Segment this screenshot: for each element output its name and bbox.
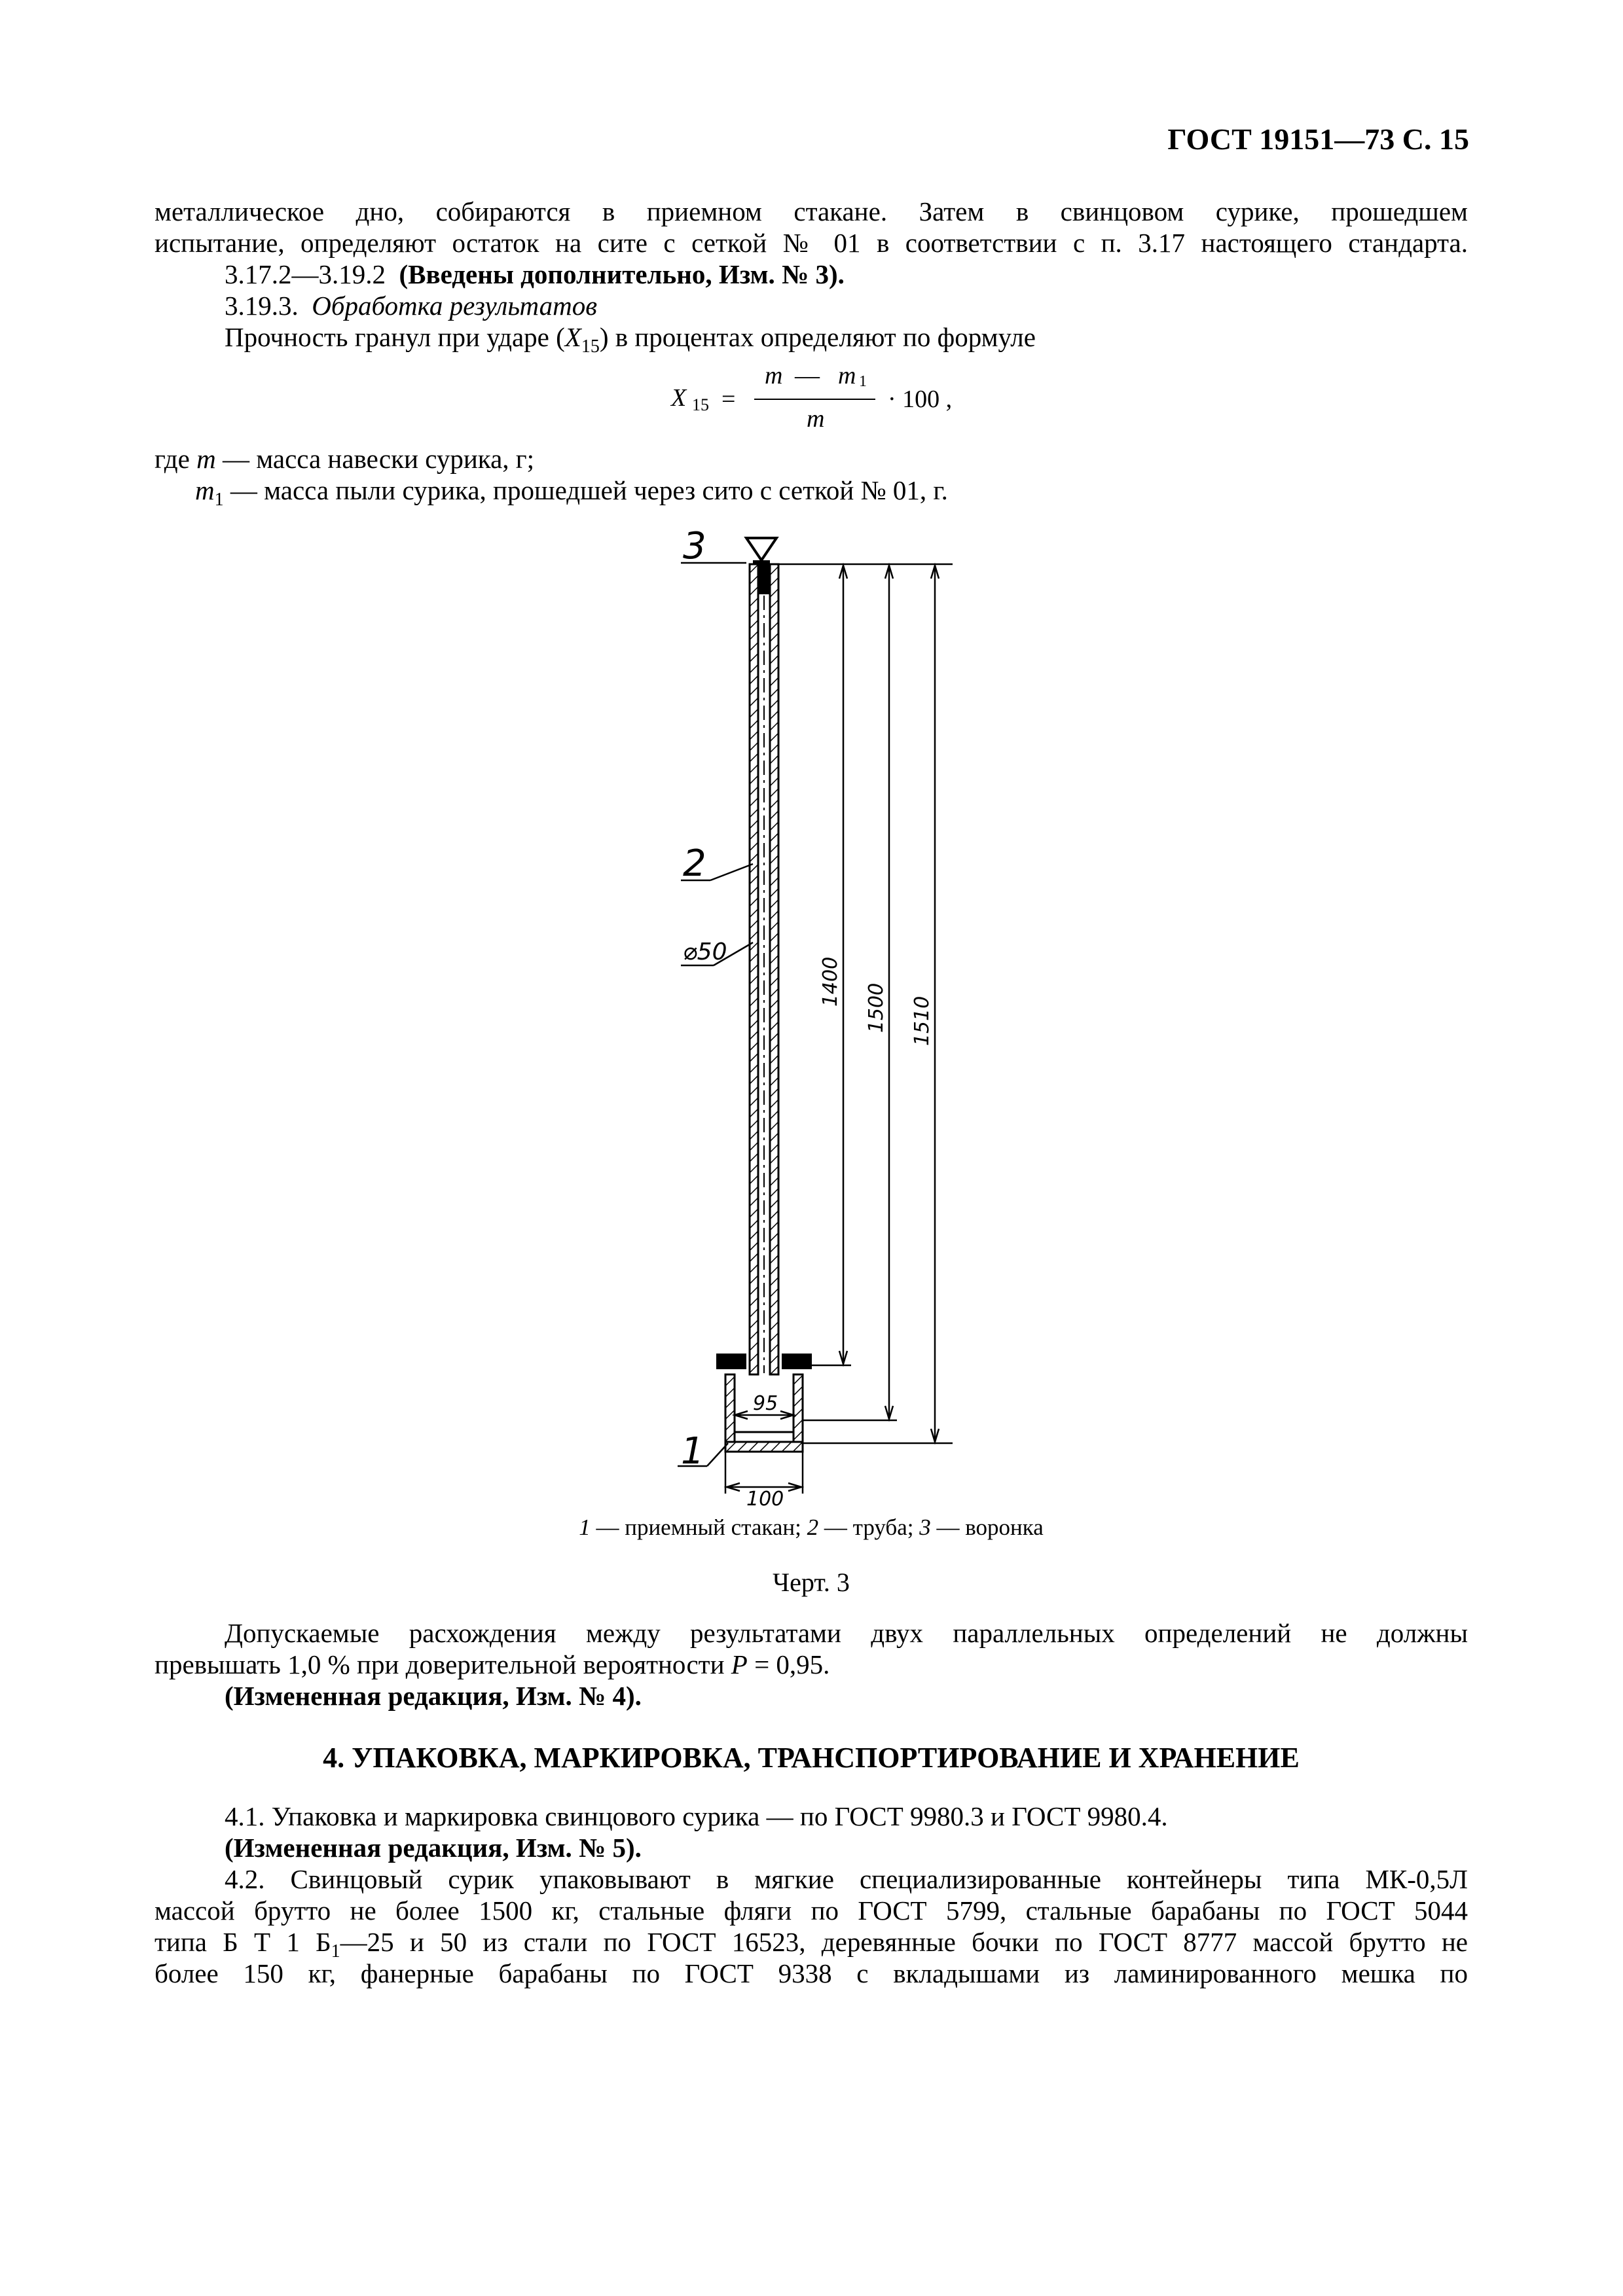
formula-equals: = xyxy=(721,386,736,413)
caption-num: 2 xyxy=(807,1515,819,1540)
dim-100: 100 xyxy=(746,1488,784,1511)
formula-lhs-sub: 15 xyxy=(692,395,709,414)
text-fragment: — масса навески сурика, г; xyxy=(215,444,534,474)
section-heading: 4. УПАКОВКА, МАРКИРОВКА, ТРАНСПОРТИРОВАНИЕ И ХРАНЕНИЕ xyxy=(323,1742,1300,1774)
paragraph-line: более 150 кг, фанерные барабаны по ГОСТ 9338 с вкладышами из ламинированного мешка по xyxy=(155,1958,1468,1988)
clause-number: 3.19.3. xyxy=(225,291,299,321)
var-m1: m xyxy=(195,475,215,505)
formula-num-m: m xyxy=(765,362,783,389)
text-fragment: превышать 1,0 % при доверительной вероятности xyxy=(155,1649,731,1679)
label-funnel: 3 xyxy=(683,525,706,567)
paragraph-line: металлическое дно, собираются в приемном стакане. Затем в свинцовом сурике, прошедшем xyxy=(155,196,1468,226)
formula-lhs-var: X xyxy=(671,384,687,412)
subsection-title xyxy=(225,289,1468,322)
formula xyxy=(668,361,982,440)
label-cup: 1 xyxy=(681,1430,704,1473)
var-m: m xyxy=(196,444,216,474)
figure-number: Черт. 3 xyxy=(773,1568,850,1597)
text-fragment: типа Б Т 1 Б xyxy=(155,1927,331,1957)
where-line xyxy=(155,442,1468,475)
formula-minus: — xyxy=(795,362,820,389)
page-header: ГОСТ 19151—73 С. 15 xyxy=(1167,122,1469,156)
text-fragment: Прочность гранул при ударе ( xyxy=(225,322,565,352)
paragraph-line: 4.1. Упаковка и маркировка свинцового сурика — по ГОСТ 9980.3 и ГОСТ 9980.4. xyxy=(225,1801,1168,1831)
formula-denominator: m xyxy=(807,405,825,433)
amendment-note: (Измененная редакция, Изм. № 4). xyxy=(225,1681,642,1711)
caption-text: — приемный стакан; xyxy=(590,1515,807,1540)
caption-text: — воронка xyxy=(930,1515,1044,1540)
text-fragment: — масса пыли сурика, прошедшей через сито с сеткой № 01, г. xyxy=(223,475,948,505)
paragraph-line: испытание, определяют остаток на сите с сеткой № 01 в соответствии с п. 3.17 настоящего стандарта. xyxy=(155,228,1468,258)
amendment-note xyxy=(225,258,1468,291)
text-fragment: где xyxy=(155,444,197,474)
var-sub: 15 xyxy=(581,336,600,357)
fraction-bar xyxy=(754,399,875,400)
paragraph-line: 4.2. Свинцовый сурик упаковывают в мягкие специализированные контейнеры типа МК-0,5Л xyxy=(225,1864,1468,1894)
dim-1400: 1400 xyxy=(819,956,842,1007)
paragraph-line: Допускаемые расхождения между результатами двух параллельных определений не должны xyxy=(225,1618,1468,1648)
subsection-name: Обработка результатов xyxy=(312,291,598,321)
text-fragment: = 0,95. xyxy=(747,1649,830,1679)
amendment-note: (Измененная редакция, Изм. № 5). xyxy=(225,1833,642,1863)
formula-multiplier: · 100 , xyxy=(888,386,953,413)
label-diameter: ⌀50 xyxy=(683,939,727,965)
clause-number: 3.17.2—3.19.2 xyxy=(225,259,386,289)
text-fragment: ) в процентах определяют по формуле xyxy=(599,322,1036,352)
caption-num: 3 xyxy=(919,1515,931,1540)
var-x: X xyxy=(564,322,581,352)
dim-1500: 1500 xyxy=(865,982,888,1033)
paragraph-line xyxy=(155,1648,1468,1681)
formula-intro xyxy=(225,321,1468,363)
dim-95: 95 xyxy=(753,1392,778,1415)
text-fragment: —25 и 50 из стали по ГОСТ 16523, деревянные бочки по ГОСТ 8777 массой брутто не xyxy=(340,1927,1468,1957)
amendment-text: (Введены дополнительно, Изм. № 3). xyxy=(399,259,845,289)
var-sub: 1 xyxy=(331,1941,340,1962)
dim-1510: 1510 xyxy=(911,996,934,1047)
where-line xyxy=(195,474,1468,516)
paragraph-line: массой брутто не более 1500 кг, стальные фляги по ГОСТ 5799, стальные барабаны по ГОСТ 5044 xyxy=(155,1895,1468,1926)
caption-text: — труба; xyxy=(818,1515,920,1540)
label-tube: 2 xyxy=(683,842,706,885)
var-sub: 1 xyxy=(214,490,224,511)
var-p: P xyxy=(731,1649,748,1679)
apparatus-drawing xyxy=(622,524,989,1538)
caption-num: 1 xyxy=(579,1515,591,1540)
leader-lines xyxy=(678,563,753,1466)
formula-num-m1: m xyxy=(838,362,856,389)
figure-caption xyxy=(155,1515,1468,1541)
formula-num-m1-sub: 1 xyxy=(859,373,867,390)
tube xyxy=(750,564,778,1374)
